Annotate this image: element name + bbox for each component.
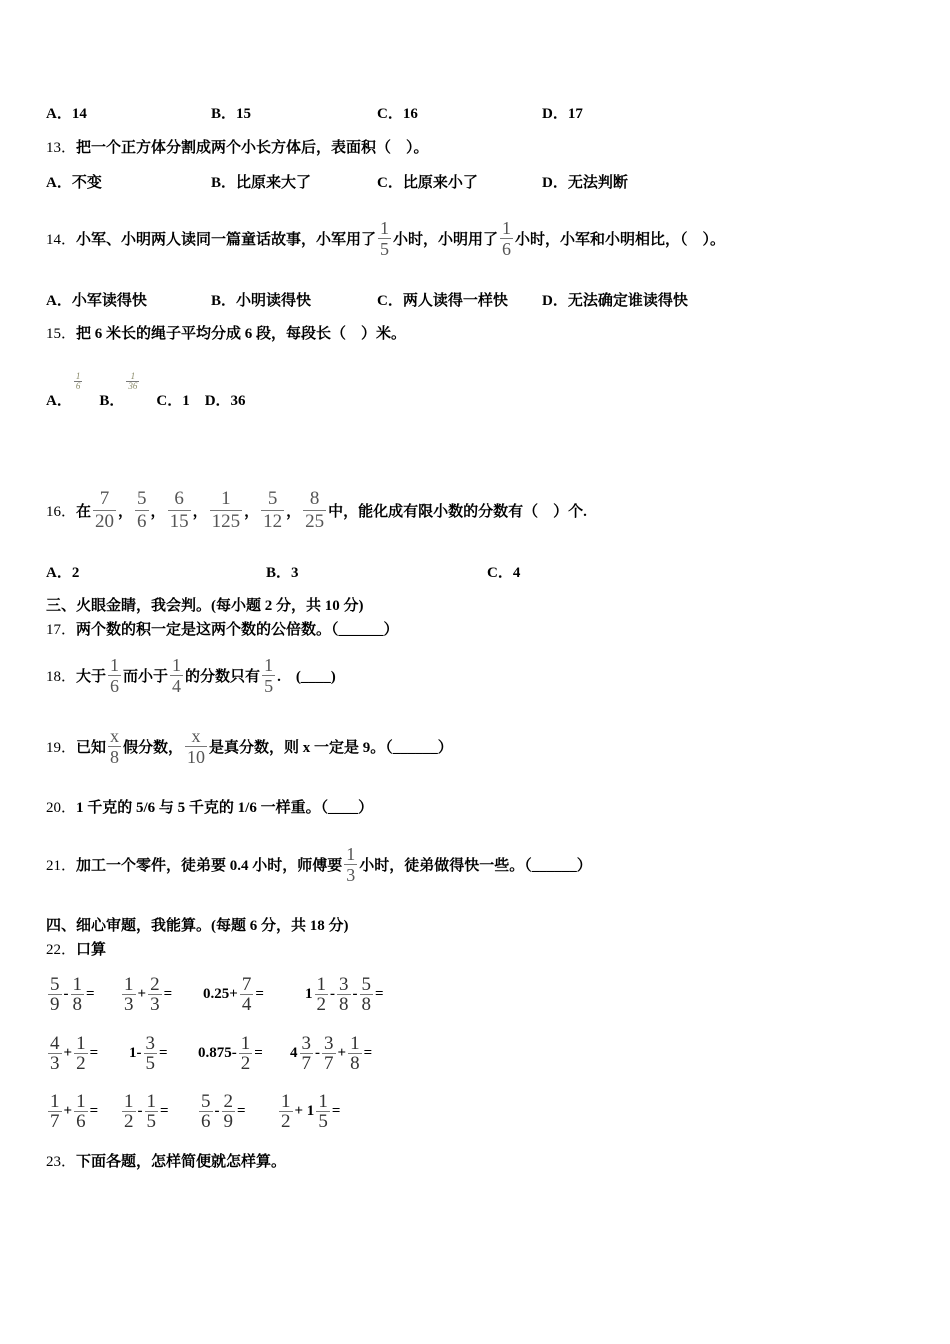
question-number: 15． bbox=[46, 325, 77, 342]
question-18 bbox=[46, 654, 336, 696]
denominator: 2 bbox=[281, 1110, 291, 1132]
text: = bbox=[89, 1044, 99, 1061]
calc-item bbox=[305, 973, 384, 1015]
fraction bbox=[300, 1034, 314, 1073]
text: + bbox=[337, 1044, 347, 1061]
numerator: 3 bbox=[324, 1032, 334, 1054]
numerator: 7 bbox=[99, 487, 110, 509]
text: 把一个正方体分割成两个小长方体后，表面积（ ）。 bbox=[76, 139, 429, 156]
question-number: 22． bbox=[46, 941, 77, 958]
calc-item bbox=[198, 1032, 263, 1074]
text: 1 千克的 5/6 与 5 千克的 1/6 一样重。（____） bbox=[76, 799, 374, 816]
fraction bbox=[74, 1092, 88, 1131]
text: ， bbox=[118, 503, 134, 520]
text: 1 bbox=[305, 985, 313, 1002]
denominator: 5 bbox=[145, 1052, 155, 1074]
question-number: 21． bbox=[46, 857, 77, 874]
q14-option-c[interactable]: C．两人读得一样快 bbox=[377, 293, 508, 309]
q13-option-d[interactable]: D．无法判断 bbox=[542, 175, 628, 191]
text: 而小于 bbox=[123, 668, 169, 685]
text: 小时，徒弟做得快一些。（______） bbox=[359, 857, 592, 874]
denominator: 8 bbox=[350, 1052, 360, 1074]
numerator: 1 bbox=[502, 217, 512, 238]
fraction bbox=[126, 372, 139, 391]
fraction bbox=[262, 655, 275, 696]
text: 在 bbox=[76, 503, 92, 520]
q14-option-d[interactable]: D．无法确定谁读得快 bbox=[542, 293, 688, 309]
numerator: x bbox=[191, 725, 201, 746]
fraction bbox=[145, 1092, 159, 1131]
denominator: 7 bbox=[301, 1052, 311, 1074]
calc-item bbox=[46, 1090, 99, 1132]
q13-option-a[interactable]: A．不变 bbox=[46, 175, 102, 191]
denominator: 6 bbox=[110, 675, 120, 696]
fraction bbox=[279, 1092, 293, 1131]
text: 大于 bbox=[76, 668, 107, 685]
fraction bbox=[108, 726, 121, 767]
q12-option-a[interactable]: A．14 bbox=[46, 106, 87, 122]
fraction bbox=[222, 1092, 236, 1131]
text: = bbox=[163, 985, 173, 1002]
numerator: 2 bbox=[223, 1090, 233, 1112]
fraction bbox=[122, 975, 136, 1014]
denominator: 4 bbox=[172, 675, 182, 696]
numerator: 7 bbox=[241, 973, 252, 995]
fraction bbox=[74, 1034, 88, 1073]
question-number: 19． bbox=[46, 739, 77, 756]
text: 已知 bbox=[76, 739, 107, 756]
text: = bbox=[86, 985, 95, 1002]
fraction bbox=[348, 1034, 362, 1073]
calc-item bbox=[46, 973, 95, 1015]
denominator: 8 bbox=[110, 746, 120, 767]
text: 小军、小明两人读同一篇童话故事，小军用了 bbox=[76, 231, 377, 248]
denominator: 12 bbox=[263, 510, 283, 532]
numerator: 1 bbox=[264, 654, 274, 675]
text: = bbox=[255, 985, 264, 1002]
fraction bbox=[344, 844, 357, 885]
text: = bbox=[89, 1102, 99, 1119]
denominator: 2 bbox=[240, 1052, 251, 1074]
numerator: 4 bbox=[50, 1032, 60, 1054]
text: A． bbox=[46, 392, 72, 409]
text: 0.875- bbox=[198, 1044, 237, 1061]
numerator: 1 bbox=[346, 843, 356, 864]
question-17 bbox=[46, 618, 399, 638]
text: - bbox=[352, 985, 358, 1002]
fraction bbox=[74, 372, 83, 391]
denominator: 6 bbox=[502, 238, 512, 259]
numerator: x bbox=[110, 725, 120, 746]
question-13 bbox=[46, 136, 429, 156]
text: ， bbox=[192, 503, 208, 520]
fraction bbox=[239, 1034, 253, 1073]
denominator: 6 bbox=[76, 1110, 86, 1132]
denominator: 10 bbox=[187, 746, 206, 767]
calc-item bbox=[277, 1090, 341, 1132]
calc-item bbox=[129, 1032, 168, 1074]
numerator: 1 bbox=[50, 1090, 60, 1112]
fraction bbox=[108, 655, 121, 696]
calc-item bbox=[290, 1032, 373, 1074]
section-3-heading: 三、火眼金睛，我会判。(每小题 2 分，共 10 分) bbox=[46, 598, 364, 614]
numerator: 1 bbox=[350, 1032, 360, 1054]
fraction bbox=[500, 218, 513, 259]
fraction bbox=[199, 1092, 213, 1131]
fraction bbox=[337, 975, 351, 1014]
q16-option-a[interactable]: A．2 bbox=[46, 565, 80, 581]
calc-item bbox=[203, 973, 264, 1015]
q13-option-b[interactable]: B．比原来大了 bbox=[211, 175, 312, 191]
calc-item bbox=[120, 973, 173, 1015]
fraction bbox=[240, 975, 254, 1014]
numerator: 5 bbox=[50, 973, 60, 995]
numerator: 5 bbox=[137, 487, 147, 509]
fraction bbox=[93, 488, 116, 533]
numerator: 6 bbox=[174, 487, 184, 509]
numerator: 8 bbox=[309, 487, 320, 509]
denominator: 3 bbox=[124, 993, 134, 1015]
text: 1- bbox=[129, 1044, 142, 1061]
text: 假分数， bbox=[123, 739, 184, 756]
fraction bbox=[135, 488, 149, 533]
numerator: 1 bbox=[281, 1090, 291, 1112]
question-23 bbox=[46, 1150, 286, 1170]
denominator: 6 bbox=[137, 510, 147, 532]
question-21 bbox=[46, 843, 592, 885]
denominator: 2 bbox=[124, 1110, 134, 1132]
text: 是真分数，则 x 一定是 9。（______） bbox=[209, 739, 453, 756]
numerator: 1 bbox=[124, 1090, 134, 1112]
denominator: 7 bbox=[50, 1110, 60, 1132]
denominator: 6 bbox=[75, 380, 81, 391]
fraction bbox=[303, 488, 326, 533]
text: ， bbox=[150, 503, 166, 520]
question-16 bbox=[46, 487, 587, 532]
denominator: 3 bbox=[346, 864, 356, 885]
question-number: 13． bbox=[46, 139, 77, 156]
text: = bbox=[363, 1044, 373, 1061]
text: + bbox=[137, 985, 147, 1002]
q12-option-d[interactable]: D．17 bbox=[542, 106, 583, 122]
fraction bbox=[185, 726, 207, 767]
question-number: 23． bbox=[46, 1153, 77, 1170]
text: + bbox=[63, 1044, 73, 1061]
fraction bbox=[48, 1092, 62, 1131]
denominator: 7 bbox=[324, 1052, 334, 1074]
text: 小时，小军和小明相比，（ ）。 bbox=[515, 231, 726, 248]
numerator: 3 bbox=[339, 973, 349, 995]
text: = bbox=[237, 1102, 246, 1119]
text: = bbox=[331, 1102, 341, 1119]
denominator: 6 bbox=[201, 1110, 211, 1132]
q14-option-a[interactable]: A．小军读得快 bbox=[46, 293, 147, 309]
numerator: 1 bbox=[130, 370, 136, 381]
question-number: 14． bbox=[46, 231, 77, 248]
denominator: 4 bbox=[241, 993, 252, 1015]
question-number: 17． bbox=[46, 621, 77, 638]
fraction bbox=[170, 655, 183, 696]
text: 4 bbox=[290, 1044, 298, 1061]
text: - bbox=[315, 1044, 320, 1061]
text: - bbox=[330, 985, 335, 1002]
numerator: 1 bbox=[110, 654, 120, 675]
denominator: 25 bbox=[305, 510, 325, 532]
fraction bbox=[261, 488, 284, 533]
q16-option-c[interactable]: C．4 bbox=[487, 565, 521, 581]
denominator: 8 bbox=[72, 993, 82, 1015]
calc-item bbox=[46, 1032, 99, 1074]
denominator: 20 bbox=[95, 510, 115, 532]
numerator: 1 bbox=[221, 487, 231, 509]
numerator: 3 bbox=[145, 1032, 155, 1054]
question-19 bbox=[46, 725, 453, 767]
question-number: 20． bbox=[46, 799, 77, 816]
text: 两个数的积一定是这两个数的公倍数。（______） bbox=[76, 621, 399, 638]
fraction bbox=[378, 218, 391, 259]
question-15 bbox=[46, 322, 406, 342]
numerator: 1 bbox=[316, 973, 326, 995]
numerator: 1 bbox=[72, 973, 82, 995]
numerator: 5 bbox=[267, 487, 278, 509]
denominator: 2 bbox=[76, 1052, 86, 1074]
denominator: 8 bbox=[361, 993, 371, 1015]
numerator: 1 bbox=[240, 1032, 251, 1054]
numerator: 1 bbox=[75, 370, 81, 381]
denominator: 8 bbox=[339, 993, 349, 1015]
text: = bbox=[160, 1102, 169, 1119]
denominator: 15 bbox=[169, 510, 189, 532]
text: B． bbox=[84, 392, 125, 409]
numerator: 1 bbox=[380, 217, 390, 238]
numerator: 1 bbox=[76, 1032, 86, 1054]
section-4-heading: 四、细心审题，我能算。(每题 6 分，共 18 分) bbox=[46, 918, 349, 934]
denominator: 3 bbox=[50, 1052, 60, 1074]
fraction bbox=[168, 488, 191, 533]
denominator: 5 bbox=[146, 1110, 156, 1132]
denominator: 3 bbox=[150, 993, 160, 1015]
text: 中，能化成有限小数的分数有（ ）个. bbox=[328, 503, 587, 520]
text: 加工一个零件，徒弟要 0.4 小时，师傅要 bbox=[76, 857, 343, 874]
text: = bbox=[375, 985, 384, 1002]
calc-item bbox=[197, 1090, 246, 1132]
denominator: 125 bbox=[211, 510, 241, 532]
denominator: 5 bbox=[318, 1110, 328, 1132]
fraction bbox=[360, 975, 374, 1014]
fraction bbox=[122, 1092, 136, 1131]
q13-option-c[interactable]: C．比原来小了 bbox=[377, 175, 478, 191]
denominator: 5 bbox=[380, 238, 390, 259]
q12-option-b[interactable]: B．15 bbox=[211, 106, 252, 122]
text: 小时，小明用了 bbox=[393, 231, 499, 248]
text: 的分数只有 bbox=[185, 668, 261, 685]
question-20 bbox=[46, 796, 373, 816]
fraction bbox=[315, 975, 329, 1014]
question-number: 16． bbox=[46, 503, 77, 520]
fraction bbox=[48, 975, 62, 1014]
fraction bbox=[148, 975, 162, 1014]
q15-options[interactable] bbox=[46, 370, 246, 409]
numerator: 5 bbox=[201, 1090, 211, 1112]
numerator: 3 bbox=[301, 1032, 311, 1054]
calc-item bbox=[120, 1090, 169, 1132]
fraction bbox=[322, 1034, 336, 1073]
numerator: 1 bbox=[172, 654, 182, 675]
numerator: 1 bbox=[318, 1090, 328, 1112]
question-number: 18． bbox=[46, 668, 77, 685]
text: + 1 bbox=[294, 1102, 315, 1119]
question-22 bbox=[46, 938, 106, 958]
text: - bbox=[214, 1102, 220, 1119]
text: 0.25+ bbox=[203, 985, 238, 1002]
text: - bbox=[63, 985, 69, 1002]
text: = bbox=[254, 1044, 263, 1061]
denominator: 5 bbox=[264, 675, 274, 696]
fraction bbox=[144, 1034, 158, 1073]
numerator: 5 bbox=[361, 973, 371, 995]
fraction bbox=[210, 488, 243, 533]
denominator: 36 bbox=[128, 380, 138, 391]
fraction bbox=[48, 1034, 62, 1073]
text: 口算 bbox=[76, 941, 107, 958]
text: C．1 D．36 bbox=[141, 392, 246, 409]
text: ， bbox=[244, 503, 260, 520]
text: 下面各题，怎样简便就怎样算。 bbox=[76, 1153, 287, 1170]
fraction bbox=[316, 1092, 330, 1131]
question-14 bbox=[46, 217, 726, 259]
text: ， bbox=[286, 503, 302, 520]
numerator: 1 bbox=[76, 1090, 86, 1112]
numerator: 1 bbox=[146, 1090, 156, 1112]
denominator: 9 bbox=[223, 1110, 233, 1132]
denominator: 2 bbox=[316, 993, 326, 1015]
denominator: 9 bbox=[50, 993, 60, 1015]
q12-option-c[interactable]: C．16 bbox=[377, 106, 418, 122]
text: . (____) bbox=[277, 668, 336, 685]
text: - bbox=[137, 1102, 143, 1119]
text: = bbox=[159, 1044, 168, 1061]
text: 把 6 米长的绳子平均分成 6 段，每段长（ ）米。 bbox=[76, 325, 407, 342]
fraction bbox=[71, 975, 85, 1014]
q16-option-b[interactable]: B．3 bbox=[266, 565, 299, 581]
numerator: 1 bbox=[124, 973, 134, 995]
text: + bbox=[63, 1102, 73, 1119]
q14-option-b[interactable]: B．小明读得快 bbox=[211, 293, 312, 309]
numerator: 2 bbox=[150, 973, 160, 995]
